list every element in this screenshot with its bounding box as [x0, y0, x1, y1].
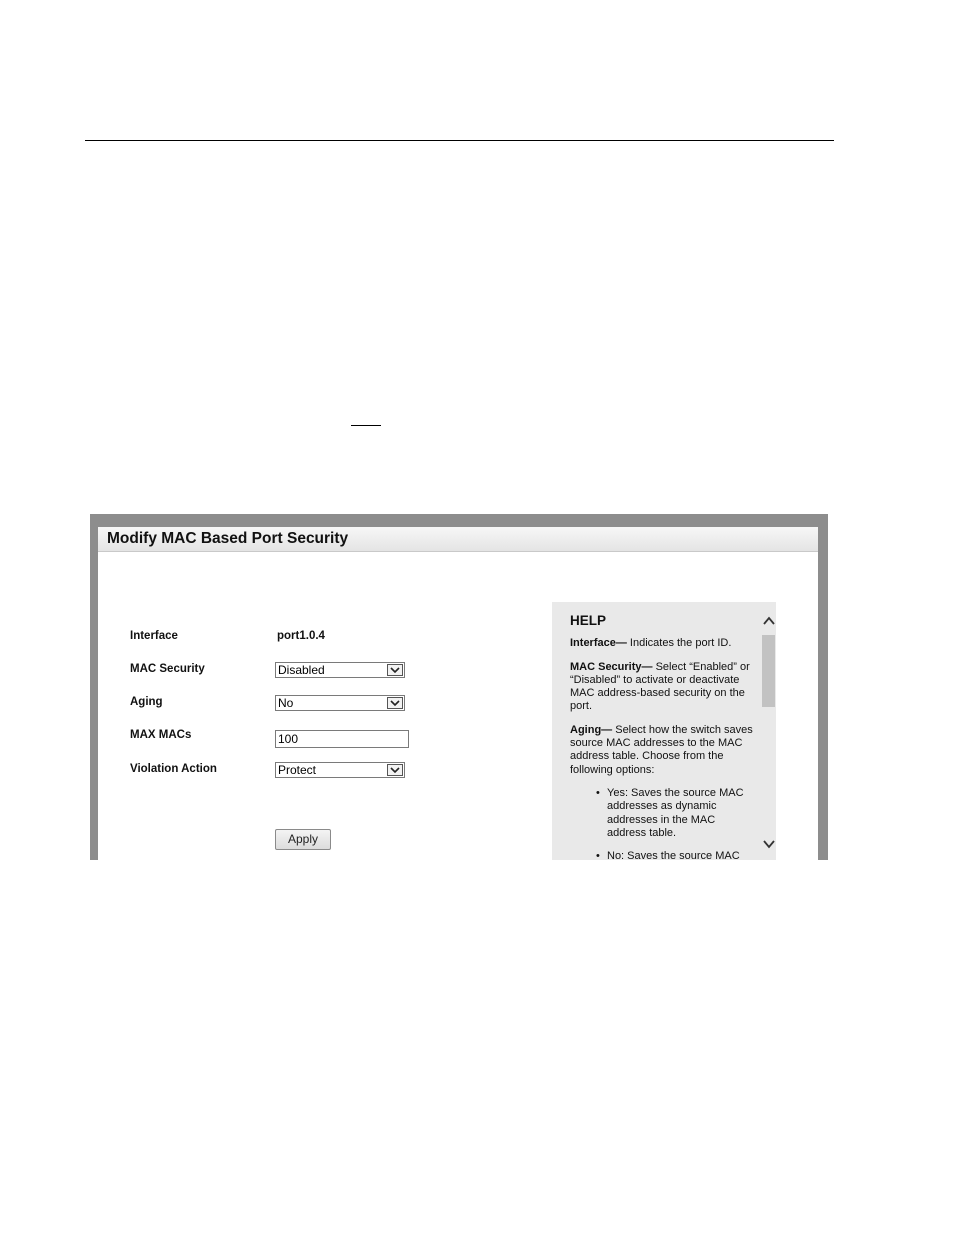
chevron-down-icon[interactable] — [762, 837, 776, 849]
mac-security-selected: Disabled — [278, 663, 325, 677]
help-bullet-no-text: No: Saves the source MAC — [607, 850, 740, 860]
help-mac-security-text: Select “Enabled” or “Disabled” to activate or deactivate MAC address-based security on the port. — [570, 660, 750, 713]
bullet-icon: • — [596, 786, 600, 799]
aging-select[interactable] — [275, 695, 405, 711]
interface-label: Interface — [130, 630, 178, 642]
scroll-thumb[interactable] — [762, 635, 775, 707]
dialog-title: Modify MAC Based Port Security — [107, 530, 349, 547]
aging-label: Aging — [130, 696, 163, 708]
help-aging — [570, 724, 756, 777]
help-panel — [552, 602, 776, 860]
chevron-up-icon[interactable] — [762, 614, 776, 626]
help-interface-text: Indicates the port ID. — [626, 637, 732, 650]
help-mac-security — [570, 661, 756, 714]
dialog-title-bar — [98, 527, 818, 552]
help-mac-security-term: MAC Security— — [570, 660, 653, 673]
apply-button[interactable]: Apply — [275, 829, 331, 850]
chevron-down-icon[interactable] — [387, 664, 403, 676]
violation-action-selected: Protect — [278, 763, 317, 777]
dialog-panel — [98, 527, 818, 860]
aging-selected: No — [278, 696, 294, 710]
help-bullet-no — [570, 850, 756, 860]
mac-security-label: MAC Security — [130, 663, 205, 675]
help-interface-term: Interface— — [570, 637, 627, 650]
help-bullet-yes-text: Yes: Saves the source MAC addresses as dynamic addresses in the MAC address table. — [607, 786, 744, 839]
help-content — [570, 614, 756, 860]
help-interface — [570, 637, 756, 650]
help-aging-text: Select how the switch saves source MAC addresses to the MAC address table. Choose from the following options: — [570, 723, 753, 776]
max-macs-input[interactable]: 100 — [275, 730, 409, 748]
chevron-down-icon[interactable] — [387, 764, 403, 776]
short-underline — [351, 425, 381, 426]
interface-value: port1.0.4 — [277, 630, 325, 642]
chevron-down-icon[interactable] — [387, 697, 403, 709]
bullet-icon: • — [596, 850, 600, 860]
max-macs-label: MAX MACs — [130, 729, 192, 741]
help-aging-term: Aging— — [570, 723, 613, 736]
help-title: HELP — [570, 613, 607, 628]
screenshot-frame — [90, 514, 828, 860]
violation-action-label: Violation Action — [130, 763, 217, 775]
help-scrollbar[interactable] — [761, 602, 776, 860]
violation-action-select[interactable] — [275, 762, 405, 778]
mac-security-select[interactable] — [275, 662, 405, 678]
header-rule — [85, 140, 834, 141]
help-bullet-yes — [570, 787, 756, 840]
